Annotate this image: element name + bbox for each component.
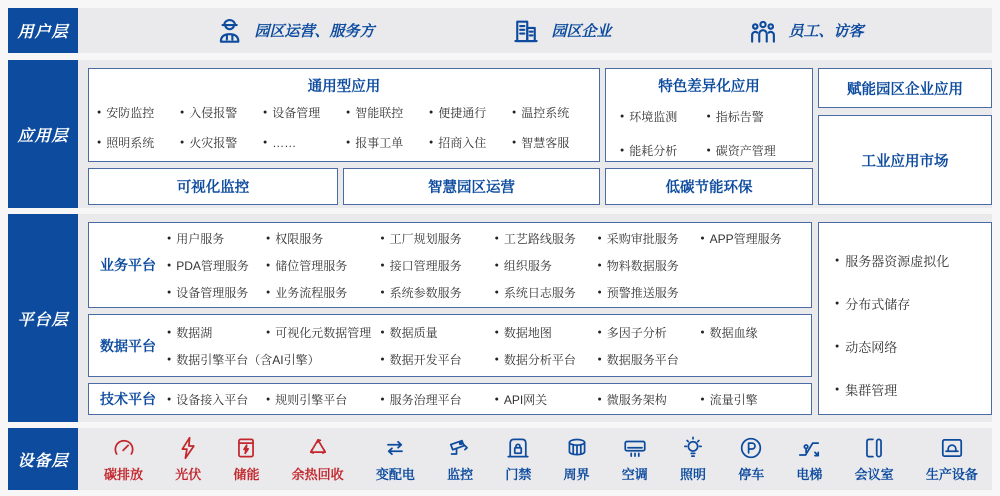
app-item: ● 环境监测 bbox=[620, 108, 707, 125]
device-item-label: 空调 bbox=[621, 467, 648, 482]
data-row bbox=[167, 351, 805, 368]
infra-item: ● 集群管理 bbox=[835, 380, 991, 399]
platform-item: ● 用户服务 bbox=[167, 230, 264, 247]
user-item-enterprise bbox=[511, 16, 611, 46]
platform-item: ● 数据湖 bbox=[167, 324, 264, 341]
platform-item: ● 数据引擎平台（含AI引擎） bbox=[167, 351, 378, 368]
business-platform-grid bbox=[167, 230, 811, 301]
user-item-label: 员工、访客 bbox=[788, 23, 864, 40]
user-layer-content bbox=[86, 8, 992, 53]
app-item: ● 报事工单 bbox=[346, 134, 425, 151]
data-platform-box bbox=[88, 314, 812, 377]
platform-item: ● PDA管理服务 bbox=[167, 257, 264, 274]
device-item-parking bbox=[738, 435, 764, 483]
infra-item: ● 服务器资源虚拟化 bbox=[835, 251, 991, 270]
tech-row bbox=[167, 391, 805, 408]
platform-item: ● 数据质量 bbox=[380, 324, 492, 341]
data-row bbox=[167, 324, 805, 341]
tech-platform-grid bbox=[167, 391, 811, 408]
platform-item: ● 微服务架构 bbox=[597, 391, 698, 408]
app-item: ● 入侵报警 bbox=[180, 104, 259, 121]
app-item: ● 智慧客服 bbox=[512, 134, 591, 151]
tech-platform-box bbox=[88, 383, 812, 415]
layer-label-user: 用户层 bbox=[8, 8, 78, 53]
battery-storage-icon bbox=[233, 435, 259, 461]
layer-label-app: 应用层 bbox=[8, 60, 78, 208]
light-bulb-icon bbox=[680, 435, 706, 461]
infrastructure-box bbox=[818, 222, 992, 415]
meeting-room-door-icon bbox=[861, 435, 887, 461]
platform-item: ● 接口管理服务 bbox=[380, 257, 492, 274]
business-platform-title: 业务平台 bbox=[100, 257, 156, 273]
infra-item: ● 动态网络 bbox=[835, 337, 991, 356]
device-item-power bbox=[376, 435, 415, 483]
device-item-perimeter bbox=[564, 435, 590, 483]
platform-item: ● 业务流程服务 bbox=[266, 284, 378, 301]
platform-item: ● 系统参数服务 bbox=[380, 284, 492, 301]
platform-item: ● 组织服务 bbox=[495, 257, 596, 274]
low-carbon-box: 低碳节能环保 bbox=[605, 168, 813, 205]
device-layer-row bbox=[8, 428, 992, 490]
app-item: ● 火灾报警 bbox=[180, 134, 259, 151]
app-item: ● 设备管理 bbox=[263, 104, 342, 121]
user-item-staff bbox=[748, 16, 863, 46]
worker-icon bbox=[214, 16, 244, 46]
device-item-lighting bbox=[680, 435, 706, 483]
device-item-label: 余热回收 bbox=[291, 467, 344, 482]
business-row bbox=[167, 257, 805, 274]
device-item-label: 门禁 bbox=[505, 467, 532, 482]
app-item: ● 智能联控 bbox=[346, 104, 425, 121]
platform-item: ● APP管理服务 bbox=[700, 230, 805, 247]
platform-item: ● 设备管理服务 bbox=[167, 284, 264, 301]
building-icon bbox=[511, 16, 541, 46]
user-layer-row bbox=[8, 8, 992, 53]
device-item-production bbox=[926, 435, 978, 483]
visual-monitoring-box: 可视化监控 bbox=[88, 168, 338, 205]
device-item-carbon bbox=[104, 435, 143, 483]
gauge-icon bbox=[111, 435, 137, 461]
device-item-surveillance bbox=[447, 435, 473, 483]
app-item: ● 安防监控 bbox=[97, 104, 176, 121]
user-item-operator bbox=[214, 16, 374, 46]
device-item-label: 变配电 bbox=[375, 467, 415, 482]
layer-label-platform: 平台层 bbox=[8, 214, 78, 422]
platform-item: ● 采购审批服务 bbox=[597, 230, 698, 247]
device-item-elevator bbox=[796, 435, 822, 483]
transfer-arrows-icon bbox=[382, 435, 408, 461]
app-item: ● 招商入住 bbox=[429, 134, 508, 151]
app-item: ● 照明系统 bbox=[97, 134, 176, 151]
device-item-label: 生产设备 bbox=[925, 467, 978, 482]
platform-item: ● 权限服务 bbox=[266, 230, 378, 247]
platform-item: ● 设备接入平台 bbox=[167, 391, 264, 408]
platform-item: ● 规则引擎平台 bbox=[266, 391, 378, 408]
escalator-icon bbox=[796, 435, 822, 461]
device-item-meeting-room bbox=[855, 435, 894, 483]
platform-item: ● 流量引擎 bbox=[700, 391, 805, 408]
general-apps-box bbox=[88, 68, 600, 162]
device-item-heat-recovery bbox=[292, 435, 344, 483]
user-item-label: 园区运营、服务方 bbox=[254, 23, 375, 40]
device-item-label: 照明 bbox=[679, 467, 706, 482]
industrial-app-market-box: 工业应用市场 bbox=[818, 115, 992, 205]
app-layer-row bbox=[8, 60, 992, 208]
special-apps-title: 特色差异化应用 bbox=[658, 79, 760, 95]
device-item-label: 储能 bbox=[233, 467, 260, 482]
app-item: ● 指标告警 bbox=[707, 108, 807, 125]
data-platform-grid bbox=[167, 324, 811, 368]
user-item-label: 园区企业 bbox=[551, 23, 612, 40]
platform-item: ● 数据开发平台 bbox=[380, 351, 492, 368]
business-platform-box bbox=[88, 222, 812, 308]
app-item: ● 温控系统 bbox=[512, 104, 591, 121]
device-item-storage bbox=[233, 435, 259, 483]
device-item-label: 电梯 bbox=[796, 467, 823, 482]
platform-item: ● 多因子分析 bbox=[597, 324, 698, 341]
device-item-pv bbox=[175, 435, 201, 483]
platform-item: ● 工厂规划服务 bbox=[380, 230, 492, 247]
platform-item: ● 系统日志服务 bbox=[495, 284, 596, 301]
recycle-icon bbox=[305, 435, 331, 461]
general-apps-grid bbox=[97, 104, 591, 151]
business-row bbox=[167, 284, 805, 301]
device-item-label: 周界 bbox=[563, 467, 590, 482]
device-item-label: 停车 bbox=[738, 467, 765, 482]
app-item: ● …… bbox=[263, 134, 342, 151]
platform-item: ● 服务治理平台 bbox=[380, 391, 492, 408]
special-apps-grid bbox=[612, 108, 806, 159]
general-apps-title: 通用型应用 bbox=[307, 79, 381, 95]
device-item-label: 光伏 bbox=[175, 467, 202, 482]
lightning-bolt-icon bbox=[175, 435, 201, 461]
device-item-access bbox=[505, 435, 531, 483]
parking-icon bbox=[738, 435, 764, 461]
app-item: ● 碳资产管理 bbox=[707, 142, 807, 159]
platform-item: ● 物料数据服务 bbox=[597, 257, 698, 274]
device-item-label: 监控 bbox=[447, 467, 474, 482]
platform-item: ● 储位管理服务 bbox=[266, 257, 378, 274]
platform-item: ● 数据服务平台 bbox=[597, 351, 698, 368]
platform-item: ● 预警推送服务 bbox=[597, 284, 698, 301]
device-item-label: 会议室 bbox=[854, 467, 894, 482]
platform-item: ● 数据分析平台 bbox=[495, 351, 596, 368]
platform-item: ● 工艺路线服务 bbox=[495, 230, 596, 247]
platform-layer-row bbox=[8, 214, 992, 422]
cctv-camera-icon bbox=[447, 435, 473, 461]
platform-item: ● 数据血缘 bbox=[700, 324, 805, 341]
data-platform-title: 数据平台 bbox=[100, 337, 156, 354]
layer-label-device: 设备层 bbox=[8, 428, 78, 490]
tech-platform-title: 技术平台 bbox=[100, 391, 156, 407]
special-apps-box bbox=[605, 68, 813, 162]
access-lock-icon bbox=[505, 435, 531, 461]
app-item: ● 便捷通行 bbox=[429, 104, 508, 121]
app-item: ● 能耗分析 bbox=[620, 142, 707, 159]
air-conditioner-icon bbox=[622, 435, 648, 461]
smart-park-operation-box: 智慧园区运营 bbox=[343, 168, 600, 205]
business-row bbox=[167, 230, 805, 247]
infra-item: ● 分布式储存 bbox=[835, 294, 991, 313]
device-item-ac bbox=[622, 435, 648, 483]
people-group-icon bbox=[748, 16, 778, 46]
platform-item: ● 数据地图 bbox=[495, 324, 596, 341]
production-equipment-icon bbox=[939, 435, 965, 461]
platform-item: ● API网关 bbox=[495, 391, 596, 408]
device-item-label: 碳排放 bbox=[104, 467, 144, 482]
perimeter-drum-icon bbox=[564, 435, 590, 461]
platform-item: ● 可视化元数据管理 bbox=[266, 324, 378, 341]
device-layer-content bbox=[86, 428, 992, 490]
empower-enterprise-box: 赋能园区企业应用 bbox=[818, 68, 992, 108]
